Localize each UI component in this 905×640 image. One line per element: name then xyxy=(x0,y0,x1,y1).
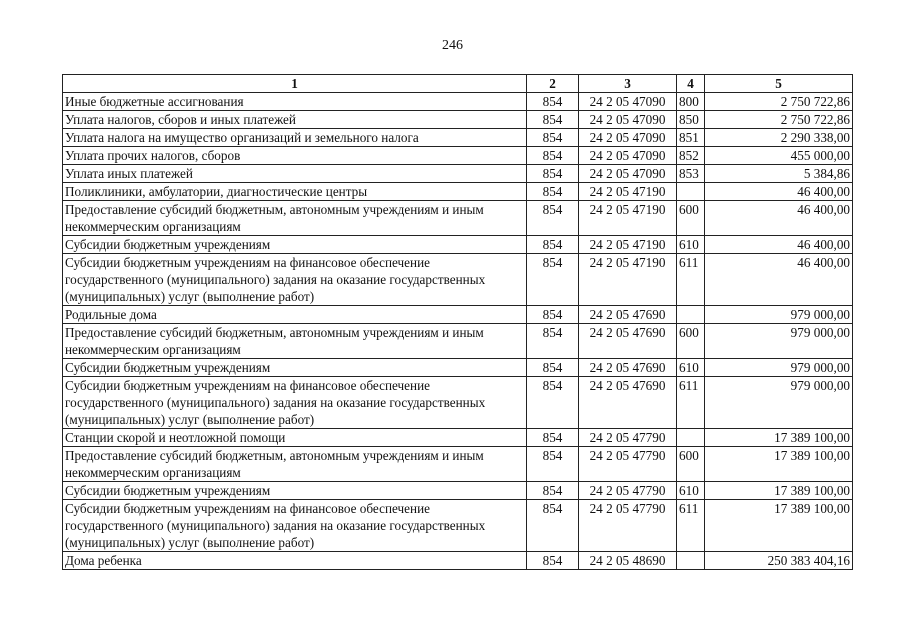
row-ved-cell: 854 xyxy=(527,236,579,254)
row-amount-cell: 979 000,00 xyxy=(705,324,853,359)
row-vr-cell xyxy=(677,183,705,201)
row-vr-cell: 611 xyxy=(677,500,705,552)
row-vr-cell: 610 xyxy=(677,236,705,254)
row-name-cell: Предоставление субсидий бюджетным, автономным учреждениям и иным некоммерческим организациям xyxy=(63,201,527,236)
row-ved-cell: 854 xyxy=(527,129,579,147)
table-row xyxy=(63,429,853,447)
row-amount-cell: 2 750 722,86 xyxy=(705,111,853,129)
table-row xyxy=(63,306,853,324)
row-csr-cell: 24 2 05 47790 xyxy=(579,500,677,552)
row-amount-cell: 979 000,00 xyxy=(705,306,853,324)
row-amount-cell: 979 000,00 xyxy=(705,377,853,429)
row-amount-cell: 17 389 100,00 xyxy=(705,500,853,552)
table-row xyxy=(63,147,853,165)
row-csr-cell: 24 2 05 47090 xyxy=(579,111,677,129)
table-row xyxy=(63,183,853,201)
row-amount-cell: 17 389 100,00 xyxy=(705,429,853,447)
table-row xyxy=(63,324,853,359)
row-vr-cell: 610 xyxy=(677,482,705,500)
column-header-1: 1 xyxy=(63,75,527,93)
row-name-cell: Предоставление субсидий бюджетным, автономным учреждениям и иным некоммерческим организациям xyxy=(63,447,527,482)
row-vr-cell: 852 xyxy=(677,147,705,165)
row-name-cell: Уплата налога на имущество организаций и земельного налога xyxy=(63,129,527,147)
row-ved-cell: 854 xyxy=(527,254,579,306)
page-number: 246 xyxy=(442,38,463,53)
column-header-4: 4 xyxy=(677,75,705,93)
row-ved-cell: 854 xyxy=(527,111,579,129)
row-name-cell: Уплата иных платежей xyxy=(63,165,527,183)
row-ved-cell: 854 xyxy=(527,306,579,324)
row-name-cell: Субсидии бюджетным учреждениям xyxy=(63,482,527,500)
row-vr-cell: 850 xyxy=(677,111,705,129)
row-vr-cell xyxy=(677,306,705,324)
row-vr-cell: 610 xyxy=(677,359,705,377)
row-amount-cell: 46 400,00 xyxy=(705,254,853,306)
row-csr-cell: 24 2 05 47690 xyxy=(579,359,677,377)
table-row xyxy=(63,236,853,254)
row-vr-cell xyxy=(677,429,705,447)
row-amount-cell: 455 000,00 xyxy=(705,147,853,165)
row-amount-cell: 2 290 338,00 xyxy=(705,129,853,147)
row-name-cell: Станции скорой и неотложной помощи xyxy=(63,429,527,447)
row-amount-cell: 2 750 722,86 xyxy=(705,93,853,111)
column-header-3: 3 xyxy=(579,75,677,93)
row-vr-cell: 600 xyxy=(677,201,705,236)
row-csr-cell: 24 2 05 47190 xyxy=(579,201,677,236)
table-row xyxy=(63,165,853,183)
row-ved-cell: 854 xyxy=(527,183,579,201)
row-amount-cell: 17 389 100,00 xyxy=(705,482,853,500)
row-csr-cell: 24 2 05 47090 xyxy=(579,93,677,111)
table-row xyxy=(63,482,853,500)
row-csr-cell: 24 2 05 47190 xyxy=(579,254,677,306)
row-name-cell: Родильные дома xyxy=(63,306,527,324)
row-ved-cell: 854 xyxy=(527,482,579,500)
table-row xyxy=(63,359,853,377)
row-amount-cell: 5 384,86 xyxy=(705,165,853,183)
row-name-cell: Субсидии бюджетным учреждениям xyxy=(63,236,527,254)
table-row xyxy=(63,552,853,570)
row-name-cell: Иные бюджетные ассигнования xyxy=(63,93,527,111)
row-amount-cell: 46 400,00 xyxy=(705,201,853,236)
column-header-2: 2 xyxy=(527,75,579,93)
row-name-cell: Субсидии бюджетным учреждениям xyxy=(63,359,527,377)
row-vr-cell: 600 xyxy=(677,324,705,359)
row-csr-cell: 24 2 05 47090 xyxy=(579,129,677,147)
row-csr-cell: 24 2 05 47090 xyxy=(579,147,677,165)
row-csr-cell: 24 2 05 47790 xyxy=(579,482,677,500)
row-ved-cell: 854 xyxy=(527,429,579,447)
row-amount-cell: 17 389 100,00 xyxy=(705,447,853,482)
row-ved-cell: 854 xyxy=(527,165,579,183)
table-row xyxy=(63,254,853,306)
row-name-cell: Дома ребенка xyxy=(63,552,527,570)
row-ved-cell: 854 xyxy=(527,324,579,359)
row-name-cell: Субсидии бюджетным учреждениям на финансовое обеспечение государственного (муниципального) задания на оказание государственных (муниципальных) услуг (выполнение работ) xyxy=(63,254,527,306)
row-csr-cell: 24 2 05 47790 xyxy=(579,447,677,482)
row-vr-cell: 611 xyxy=(677,377,705,429)
row-vr-cell: 853 xyxy=(677,165,705,183)
row-vr-cell: 611 xyxy=(677,254,705,306)
row-name-cell: Уплата прочих налогов, сборов xyxy=(63,147,527,165)
table-row xyxy=(63,447,853,482)
row-amount-cell: 250 383 404,16 xyxy=(705,552,853,570)
row-name-cell: Предоставление субсидий бюджетным, автономным учреждениям и иным некоммерческим организациям xyxy=(63,324,527,359)
row-name-cell: Субсидии бюджетным учреждениям на финансовое обеспечение государственного (муниципального) задания на оказание государственных (муниципальных) услуг (выполнение работ) xyxy=(63,500,527,552)
row-vr-cell: 800 xyxy=(677,93,705,111)
row-amount-cell: 46 400,00 xyxy=(705,236,853,254)
row-vr-cell xyxy=(677,552,705,570)
row-vr-cell: 600 xyxy=(677,447,705,482)
row-name-cell: Субсидии бюджетным учреждениям на финансовое обеспечение государственного (муниципального) задания на оказание государственных (муниципальных) услуг (выполнение работ) xyxy=(63,377,527,429)
table-row xyxy=(63,201,853,236)
row-name-cell: Уплата налогов, сборов и иных платежей xyxy=(63,111,527,129)
row-csr-cell: 24 2 05 47190 xyxy=(579,183,677,201)
row-ved-cell: 854 xyxy=(527,500,579,552)
row-ved-cell: 854 xyxy=(527,93,579,111)
table-header-row xyxy=(63,75,853,93)
column-header-5: 5 xyxy=(705,75,853,93)
table-row xyxy=(63,500,853,552)
row-csr-cell: 24 2 05 47790 xyxy=(579,429,677,447)
row-csr-cell: 24 2 05 47690 xyxy=(579,377,677,429)
row-ved-cell: 854 xyxy=(527,201,579,236)
row-name-cell: Поликлиники, амбулатории, диагностические центры xyxy=(63,183,527,201)
row-amount-cell: 46 400,00 xyxy=(705,183,853,201)
row-amount-cell: 979 000,00 xyxy=(705,359,853,377)
row-csr-cell: 24 2 05 48690 xyxy=(579,552,677,570)
row-ved-cell: 854 xyxy=(527,552,579,570)
row-ved-cell: 854 xyxy=(527,377,579,429)
row-csr-cell: 24 2 05 47190 xyxy=(579,236,677,254)
row-ved-cell: 854 xyxy=(527,359,579,377)
row-csr-cell: 24 2 05 47090 xyxy=(579,165,677,183)
table-body xyxy=(63,93,853,570)
row-ved-cell: 854 xyxy=(527,447,579,482)
table-row xyxy=(63,129,853,147)
table-row xyxy=(63,93,853,111)
table-row xyxy=(63,377,853,429)
row-ved-cell: 854 xyxy=(527,147,579,165)
table-row xyxy=(63,111,853,129)
budget-table xyxy=(62,74,853,570)
row-csr-cell: 24 2 05 47690 xyxy=(579,324,677,359)
row-vr-cell: 851 xyxy=(677,129,705,147)
row-csr-cell: 24 2 05 47690 xyxy=(579,306,677,324)
